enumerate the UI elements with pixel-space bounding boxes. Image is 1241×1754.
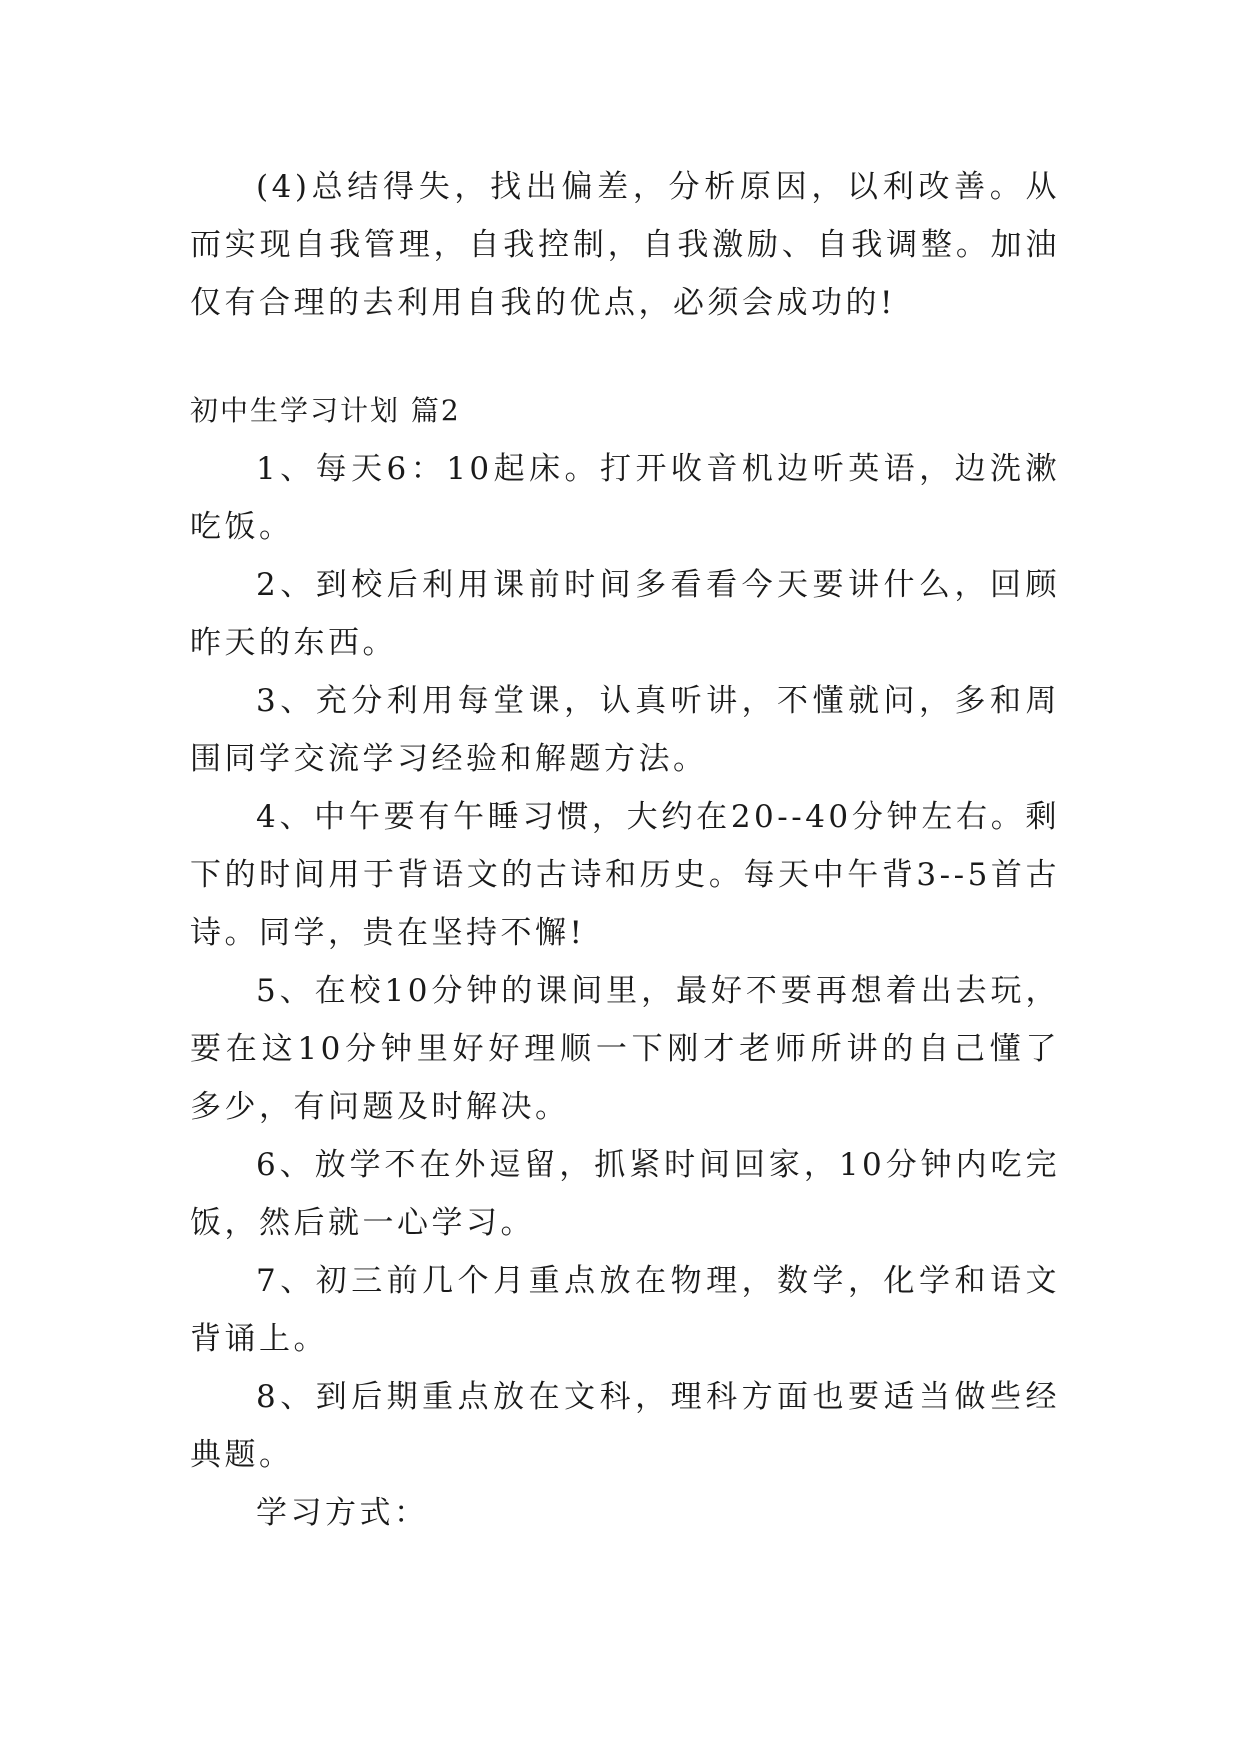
section-title: 初中生学习计划 篇2: [190, 394, 461, 427]
list-item: 2、到校后利用课前时间多看看今天要讲什么，回顾昨天的东西。: [190, 567, 1060, 661]
intro-paragraph: (4)总结得失，找出偏差，分析原因，以利改善。从而实现自我管理，自我控制，自我激励、自我调整。加油仅有合理的去利用自我的优点，必须会成功的!: [190, 169, 1060, 321]
list-item: 1、每天6：10起床。打开收音机边听英语，边洗漱吃饭。: [190, 451, 1060, 545]
list-item: 4、中午要有午睡习惯，大约在20--40分钟左右。剩下的时间用于背语文的古诗和历史。每天中午背3--5首古诗。同学，贵在坚持不懈!: [190, 799, 1060, 951]
list-item: 7、初三前几个月重点放在物理，数学，化学和语文背诵上。: [190, 1263, 1060, 1357]
document-body: [190, 158, 1060, 1542]
list-item: 8、到后期重点放在文科，理科方面也要适当做些经典题。: [190, 1379, 1060, 1473]
closing-line: 学习方式：: [256, 1495, 429, 1531]
list-item: 5、在校10分钟的课间里，最好不要再想着出去玩，要在这10分钟里好好理顺一下刚才老师所讲的自己懂了多少，有问题及时解决。: [190, 973, 1060, 1125]
list-item: 3、充分利用每堂课，认真听讲，不懂就问，多和周围同学交流学习经验和解题方法。: [190, 683, 1060, 777]
list-item: 6、放学不在外逗留，抓紧时间回家，10分钟内吃完饭，然后就一心学习。: [190, 1147, 1060, 1241]
